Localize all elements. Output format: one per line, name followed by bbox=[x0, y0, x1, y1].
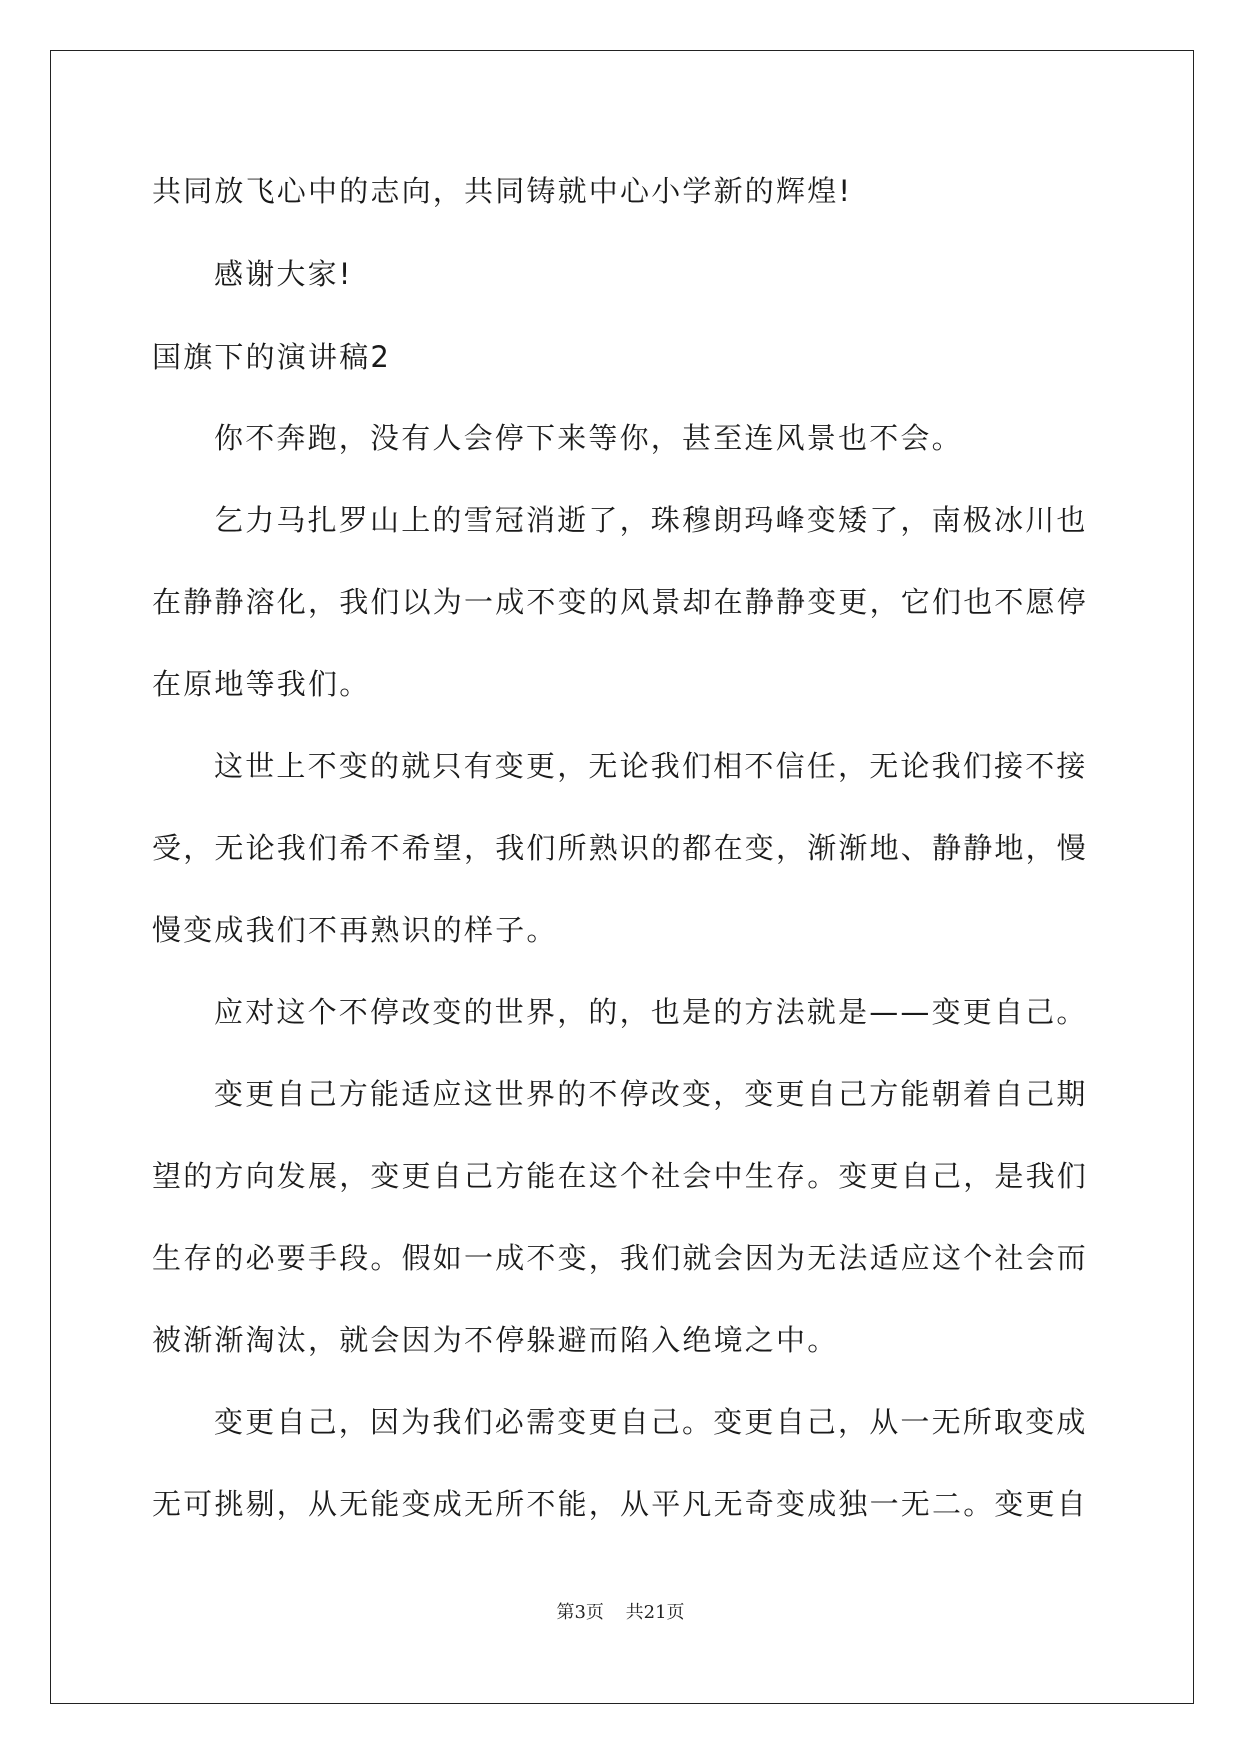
text-line: 受，无论我们希不希望，我们所熟识的都在变，渐渐地、静静地，慢 bbox=[152, 831, 1089, 865]
page-total: 共21页 bbox=[625, 1602, 685, 1623]
text-line: 在原地等我们。 bbox=[152, 667, 371, 701]
text-line: 变更自己，因为我们必需变更自己。变更自己，从一无所取变成 bbox=[214, 1405, 1088, 1439]
text-line: 在静静溶化，我们以为一成不变的风景却在静静变更，它们也不愿停 bbox=[152, 585, 1089, 619]
text-line: 生存的必要手段。假如一成不变，我们就会因为无法适应这个社会而 bbox=[152, 1241, 1089, 1275]
page-footer bbox=[0, 1598, 1241, 1624]
text-line: 共同放飞心中的志向，共同铸就中心小学新的辉煌! bbox=[152, 174, 853, 208]
text-line: 这世上不变的就只有变更，无论我们相不信任，无论我们接不接 bbox=[214, 749, 1088, 783]
page-border bbox=[50, 50, 1194, 1704]
section-heading: 国旗下的演讲稿2 bbox=[152, 340, 392, 374]
text-line: 变更自己方能适应这世界的不停改变，变更自己方能朝着自己期 bbox=[214, 1077, 1088, 1111]
text-line: 无可挑剔，从无能变成无所不能，从平凡无奇变成独一无二。变更自 bbox=[152, 1487, 1089, 1521]
text-line: 望的方向发展，变更自己方能在这个社会中生存。变更自己，是我们 bbox=[152, 1159, 1089, 1193]
text-line: 应对这个不停改变的世界，的，也是的方法就是——变更自己。 bbox=[214, 995, 1088, 1029]
text-line: 慢变成我们不再熟识的样子。 bbox=[152, 913, 558, 947]
text-line: 你不奔跑，没有人会停下来等你，甚至连风景也不会。 bbox=[214, 421, 963, 455]
text-line: 感谢大家! bbox=[214, 257, 353, 291]
page-number: 第3页 bbox=[556, 1602, 604, 1623]
text-line: 被渐渐淘汰，就会因为不停躲避而陷入绝境之中。 bbox=[152, 1323, 839, 1357]
text-line: 乞力马扎罗山上的雪冠消逝了，珠穆朗玛峰变矮了，南极冰川也 bbox=[214, 503, 1088, 537]
